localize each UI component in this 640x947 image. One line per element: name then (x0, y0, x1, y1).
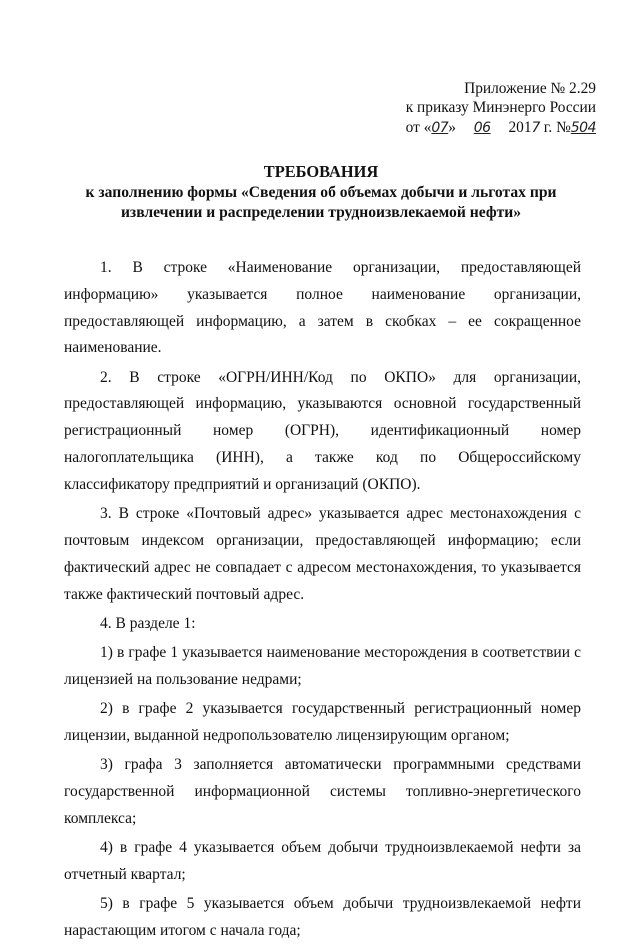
document-title (60, 162, 582, 223)
date-year-digit: 7 (531, 119, 540, 136)
date-day: 07 (431, 119, 449, 136)
date-sep2: 201 (504, 118, 532, 136)
paragraph-4-5: 5) в графе 5 указывается объем добычи трудноизвлекаемой нефти нарастающим итогом с начала года; (64, 895, 581, 940)
paragraph-1: 1. В строке «Наименование организации, предоставляющей информацию» указывается полное наименование организации, предоставляющей информацию, а затем в скобках – ее сокращенное наименование. (64, 259, 581, 357)
order-number: 504 (570, 119, 596, 136)
paragraph-4: 4. В разделе 1: (100, 614, 196, 632)
appendix-order-ref: к приказу Минэнерго России (405, 99, 596, 117)
paragraph-2: 2. В строке «ОГРН/ИНН/Код по ОКПО» для организации, предоставляющей информацию, указываются основной государственный регистрационный номер (ОГРН), идентификационный номер налогоплательщика (ИНН), а также код по Общероссийскому классификатору предприятий и организаций (ОКПО). (64, 368, 581, 493)
paragraph-4-2: 2) в графе 2 указывается государственный регистрационный номер лицензии, выданной недропользователю лицензирующим органом; (64, 700, 581, 745)
title-line-3: извлечении и распределении трудноизвлекаемой нефти» (120, 204, 522, 221)
appendix-date-line (356, 118, 596, 138)
date-month: 06 (473, 119, 491, 136)
date-prefix: от « (405, 118, 432, 136)
date-sep3: г. № (539, 118, 571, 136)
title-line-2: к заполнению формы «Сведения об объемах добычи и льготах при (85, 184, 557, 201)
appendix-title: Приложение № 2.29 (464, 80, 596, 97)
paragraph-4-4: 4) в графе 4 указывается объем добычи трудноизвлекаемой нефти за отчетный квартал; (64, 839, 581, 884)
paragraph-3: 3. В строке «Почтовый адрес» указывается адрес местонахождения с почтовым индексом организации, предоставляющей информацию; если фактический адрес не совпадает с адресом местонахождения, то указывается также фактический почтовый адрес. (64, 505, 581, 603)
paragraph-4-3: 3) графа 3 заполняется автоматически программными средствами государственной информационной системы топливно-энергетического комплекса; (64, 756, 581, 827)
title-main: ТРЕБОВАНИЯ (263, 162, 379, 181)
document-body (64, 255, 581, 947)
date-sep1: » (448, 118, 460, 136)
appendix-block (356, 79, 596, 138)
paragraph-4-1: 1) в графе 1 указывается наименование месторождения в соответствии с лицензией на пользование недрами; (64, 644, 581, 688)
